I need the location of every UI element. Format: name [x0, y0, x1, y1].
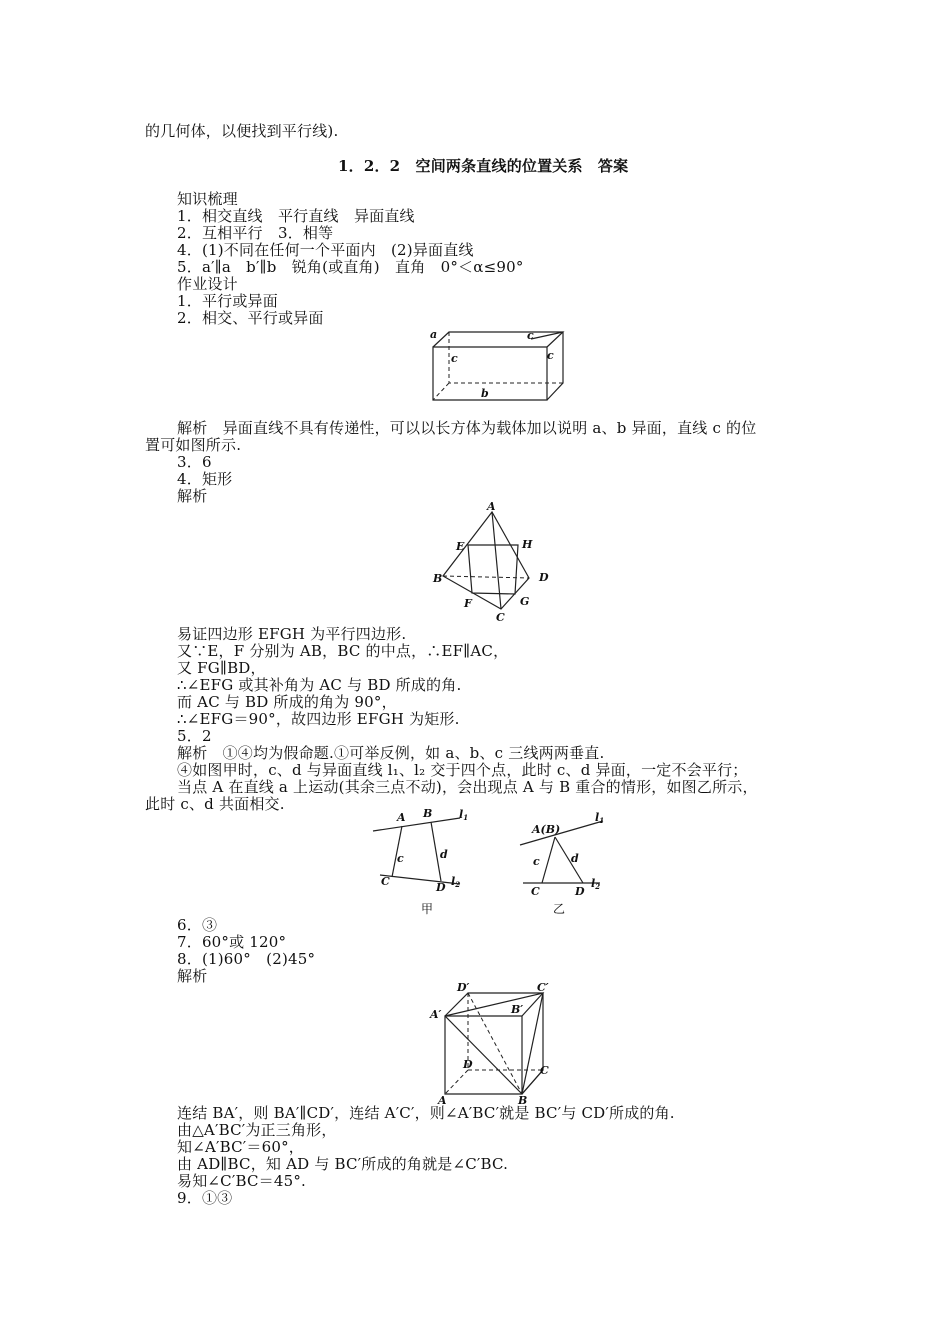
- label-D: D: [436, 881, 446, 894]
- label-Cp: C′: [537, 981, 549, 994]
- label-l1: l1: [595, 811, 605, 825]
- label-Bp: B′: [511, 1003, 524, 1016]
- text-line: ∴∠EFG 或其补角为 AC 与 BD 所成的角.: [177, 676, 462, 694]
- label-D: D: [463, 1058, 473, 1071]
- text-line: 连结 BA′，则 BA′∥CD′，连结 A′C′，则∠A′BC′就是 BC′与 CD′所成的角.: [177, 1104, 675, 1122]
- label-D: D: [539, 571, 549, 584]
- text-line: 的几何体，以便找到平行线).: [145, 122, 339, 140]
- text-line: 6．③: [177, 916, 218, 934]
- label-C: C: [496, 611, 505, 624]
- box-figure: [425, 325, 565, 405]
- caption-jia: 甲: [421, 902, 434, 916]
- text-line: 易知∠C′BC＝45°.: [177, 1172, 306, 1190]
- text-line: 知∠A′BC′＝60°，: [177, 1138, 304, 1156]
- text-line: 4．(1)不同在任何一个平面内 (2)异面直线: [177, 241, 474, 259]
- text-line: 作业设计: [177, 275, 238, 293]
- label-b: b: [481, 387, 489, 400]
- text-line: 1．相交直线 平行直线 异面直线: [177, 207, 415, 225]
- text-line: 8．(1)60° (2)45°: [177, 950, 316, 968]
- label-d: d: [571, 852, 579, 865]
- text-line: 解析: [177, 967, 208, 985]
- text-line: 解析 ①④均为假命题.①可举反例，如 a、b、c 三线两两垂直.: [177, 744, 605, 762]
- text-line: 5．2: [177, 727, 212, 745]
- label-B: B: [423, 807, 433, 820]
- text-line: 又 FG∥BD，: [177, 659, 266, 677]
- text-line: 2．相交、平行或异面: [177, 309, 324, 327]
- label-l2: l2: [591, 877, 601, 891]
- label-l1: l1: [459, 808, 469, 822]
- label-B: B: [518, 1094, 528, 1107]
- text-line: 4．矩形: [177, 470, 233, 488]
- text-line: 由△A′BC′为正三角形，: [177, 1121, 337, 1139]
- text-line: 9．①③: [177, 1189, 233, 1207]
- label-A: A: [438, 1094, 447, 1107]
- label-d: d: [440, 848, 448, 861]
- figure-yi: [515, 805, 625, 920]
- label-C: C: [531, 885, 540, 898]
- tetrahedron-figure: [425, 500, 560, 625]
- label-c: c: [527, 329, 534, 342]
- text-line: 5．a′∥a b′∥b 锐角(或直角) 直角 0°＜α≤90°: [177, 258, 524, 276]
- text-line: 又∵E，F 分别为 AB，BC 的中点，∴EF∥AC，: [177, 642, 509, 660]
- label-c: c: [547, 349, 554, 362]
- label-A: A: [397, 811, 406, 824]
- text-line: 解析: [177, 487, 208, 505]
- text-line: ④如图甲时，c、d 与异面直线 l₁、l₂ 交于四个点，此时 c、d 异面，一定不会平行；: [177, 761, 748, 779]
- section-title: 1．2．2 空间两条直线的位置关系 答案: [338, 157, 629, 175]
- label-c: c: [451, 352, 458, 365]
- label-c: c: [397, 852, 404, 865]
- text-line: 由 AD∥BC，知 AD 与 BC′所成的角就是∠C′BC.: [177, 1155, 509, 1173]
- text-line: 3．6: [177, 453, 212, 471]
- text-line: 1．平行或异面: [177, 292, 278, 310]
- text-line: 解析 异面直线不具有传递性，可以以长方体为载体加以说明 a、b 异面，直线 c 的位: [177, 419, 757, 437]
- label-A: A: [487, 500, 496, 513]
- text-line: 此时 c、d 共面相交.: [145, 795, 285, 813]
- figure-jia: [365, 805, 475, 920]
- label-Dp: D′: [457, 981, 470, 994]
- label-C: C: [381, 875, 390, 888]
- label-l2: l2: [451, 875, 461, 889]
- label-Ap: A′: [430, 1008, 442, 1021]
- label-E: E: [456, 540, 465, 553]
- label-c: c: [533, 855, 540, 868]
- text-line: 而 AC 与 BD 所成的角为 90°，: [177, 693, 397, 711]
- text-line: 置可如图所示.: [145, 436, 242, 454]
- text-line: ∴∠EFG＝90°，故四边形 EFGH 为矩形.: [177, 710, 460, 728]
- label-G: G: [520, 595, 530, 608]
- label-B: B: [433, 572, 443, 585]
- text-line: 2．互相平行 3．相等: [177, 224, 334, 242]
- cube-figure: [425, 980, 560, 1105]
- label-AB: A(B): [532, 823, 561, 836]
- label-H: H: [522, 538, 533, 551]
- text-line: 当点 A 在直线 a 上运动(其余三点不动)，会出现点 A 与 B 重合的情形，如图乙所示，: [177, 778, 758, 796]
- caption-yi: 乙: [553, 902, 566, 916]
- text-line: 易证四边形 EFGH 为平行四边形.: [177, 625, 407, 643]
- label-C: C: [540, 1064, 549, 1077]
- text-line: 7．60°或 120°: [177, 933, 287, 951]
- label-F: F: [464, 597, 472, 610]
- label-D: D: [575, 885, 585, 898]
- label-a: a: [430, 328, 438, 341]
- text-line: 知识梳理: [177, 190, 238, 208]
